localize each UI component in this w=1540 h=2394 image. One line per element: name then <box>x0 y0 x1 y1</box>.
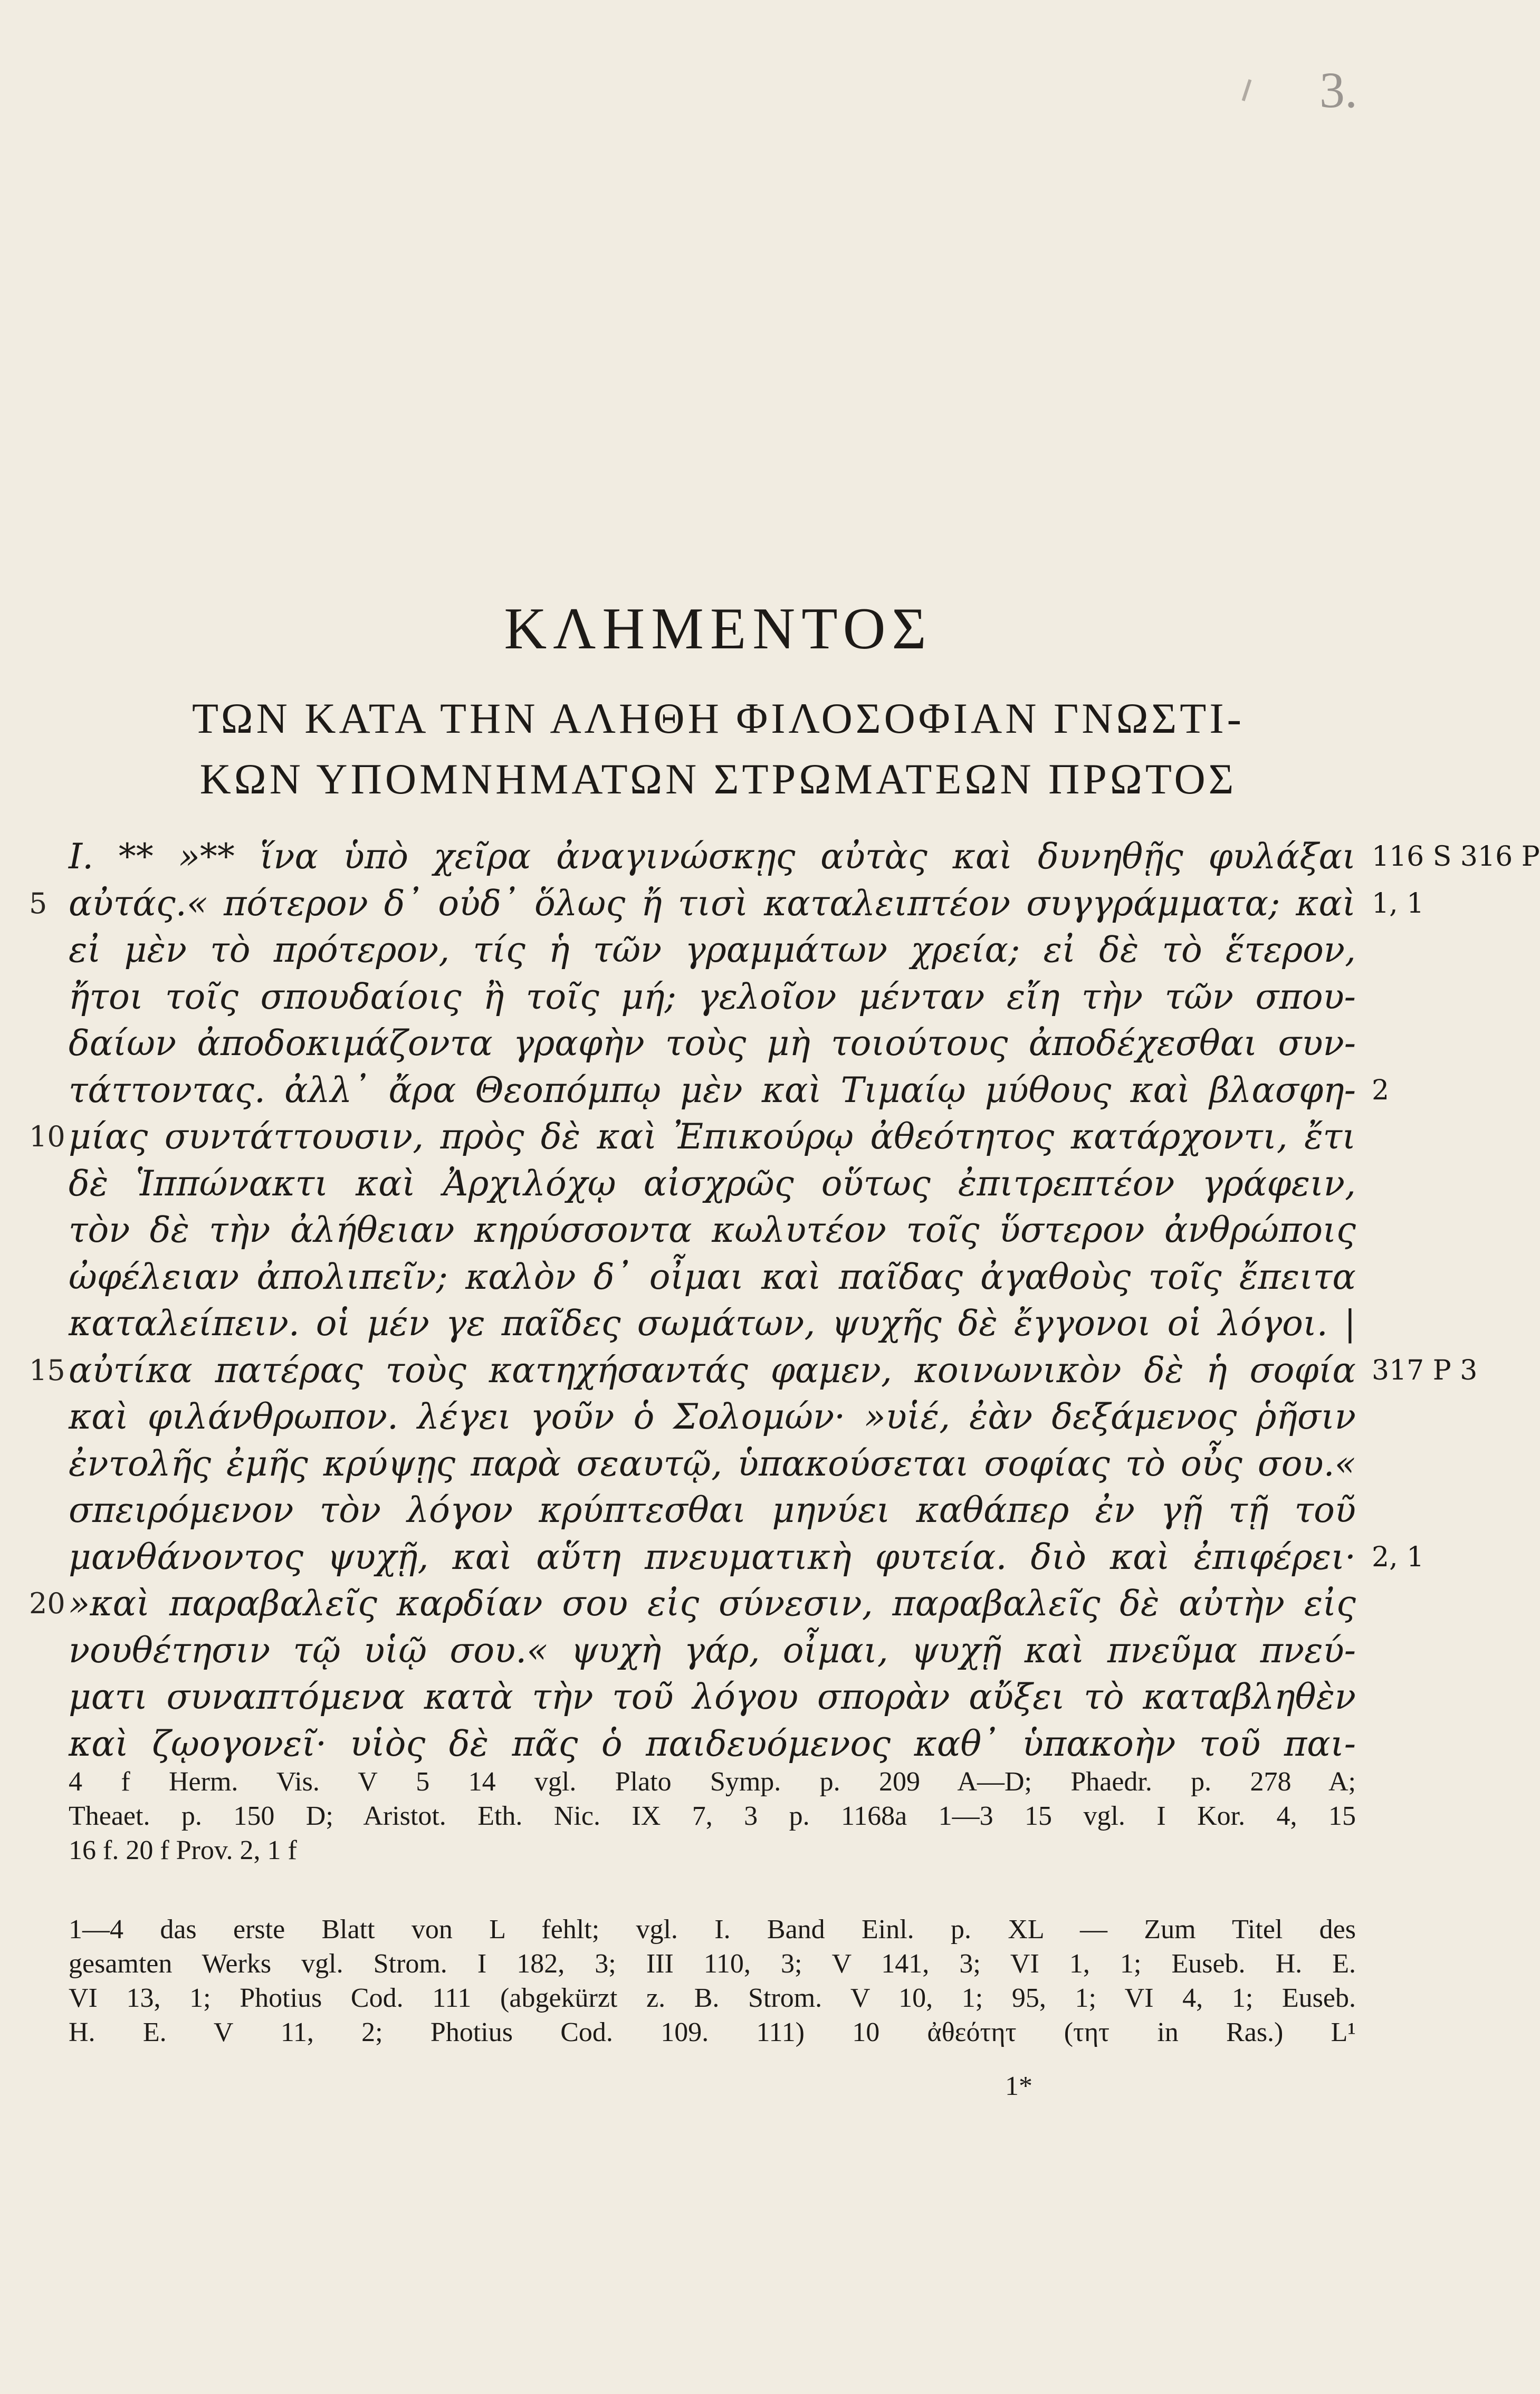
title-author: ΚΛΗΜΕΝΤΟΣ <box>504 596 933 662</box>
margin-reference: 2, 1 <box>1372 1541 1424 1573</box>
text-line <box>69 1161 1356 1208</box>
margin-reference: 317 P 3 <box>1372 1354 1478 1386</box>
note-line: gesamten Werks vgl. Strom. I 182, 3; III 110, 3; V 141, 3; VI 1, 1; Euseb. H. E. <box>69 1949 1356 1979</box>
line-number: 20 <box>29 1587 65 1620</box>
note-line: 4 f Herm. Vis. V 5 14 vgl. Plato Symp. p. 209 A—D; Phaedr. p. 278 A; <box>69 1767 1356 1797</box>
title-line-2: ΚΩΝ ΥΠΟΜΝΗΜΑΤΩΝ ΣΤΡΩΜΑΤΕΩΝ ΠΡΩΤΟΣ <box>199 755 1237 803</box>
line-text: μανθάνοντος ψυχῇ, καὶ αὕτη πνευματικὴ φυτεία. διὸ καὶ ἐπιφέρει· <box>69 1536 1356 1577</box>
line-text: τὸν δὲ τὴν ἀλήθειαν κηρύσσοντα κωλυτέον τοῖς ὕστερον ἀνθρώποις <box>69 1210 1356 1250</box>
line-text: τάττοντας. ἀλλ᾽ ἄρα Θεοπόμπῳ μὲν καὶ Τιμαίῳ μύθους καὶ βλασφη- <box>69 1069 1356 1110</box>
line-text: I. ** »** ἵνα ὑπὸ χεῖρα ἀναγινώσκῃς αὐτὰς καὶ δυνηθῇς φυλάξαι <box>69 836 1356 877</box>
title-line-1: ΤΩΝ ΚΑΤΑ ΤΗΝ ΑΛΗΘΗ ΦΙΛΟΣΟΦΙΑΝ ΓΝΩΣΤΙ- <box>192 694 1245 742</box>
line-text: αὐτάς.« πότερον δ᾽ οὐδ᾽ ὅλως ἤ τισὶ καταλειπτέον συγγράμματα; καὶ <box>69 883 1356 924</box>
text-line <box>69 1300 1356 1347</box>
text-line <box>69 1674 1356 1721</box>
pencil-stroke <box>1242 79 1252 101</box>
sheet-signature: 1* <box>1005 2071 1032 2101</box>
line-text: νουθέτησιν τῷ υἱῷ σου.« ψυχὴ γάρ, οἶμαι, ψυχῇ καὶ πνεῦμα πνεύ- <box>69 1630 1356 1671</box>
note-line: Theaet. p. 150 D; Aristot. Eth. Nic. IX 7, 3 p. 1168a 1—3 15 vgl. I Kor. 4, 15 <box>69 1801 1356 1831</box>
text-line <box>69 1067 1390 1114</box>
text-line <box>69 1487 1356 1534</box>
line-text: »καὶ παραβαλεῖς καρδίαν σου εἰς σύνεσιν, παραβαλεῖς δὲ αὐτὴν εἰς <box>69 1583 1356 1624</box>
line-text: αὐτίκα πατέρας τοὺς κατηχήσαντάς φαμεν, κοινωνικὸν δὲ ἡ σοφία <box>69 1349 1356 1391</box>
main-text <box>29 834 1540 1767</box>
line-number: 15 <box>29 1353 65 1387</box>
line-number: 10 <box>29 1120 65 1153</box>
note-line: VI 13, 1; Photius Cod. 111 (abgekürzt z. B. Strom. V 10, 1; 95, 1; VI 4, 1; Euseb. <box>69 1983 1356 2013</box>
line-text: σπειρόμενον τὸν λόγον κρύπτεσθαι μηνύει καθάπερ ἐν γῇ τῇ τοῦ <box>69 1490 1356 1530</box>
line-text: δὲ Ἱππώνακτι καὶ Ἀρχιλόχῳ αἰσχρῶς οὕτως ἐπιτρεπτέον γράφειν, <box>69 1163 1356 1204</box>
text-line <box>69 1627 1356 1674</box>
note-line: H. E. V 11, 2; Photius Cod. 109. 111) 10 ἀθεότητ (τητ in Ras.) L¹ <box>69 2017 1356 2047</box>
note-line: 16 f. 20 f Prov. 2, 1 f <box>69 1835 297 1865</box>
line-text: καταλείπειν. οἱ μέν γε παῖδες σωμάτων, ψυχῆς δὲ ἔγγονοι οἱ λόγοι. | <box>69 1303 1356 1344</box>
text-line <box>69 1721 1356 1768</box>
text-line <box>69 1207 1356 1254</box>
line-text: ἤτοι τοῖς σπουδαίοις ἢ τοῖς μή; γελοῖον μένταν εἴη τὴν τῶν σπου- <box>69 976 1356 1017</box>
text-line <box>29 1581 1356 1627</box>
line-text: καὶ ζῳογονεῖ· υἱὸς δὲ πᾶς ὁ παιδευόμενος καθ᾽ ὑπακοὴν τοῦ παι- <box>69 1723 1356 1764</box>
text-line <box>69 1534 1424 1581</box>
margin-reference: 2 <box>1372 1074 1390 1106</box>
line-text: ματι συναπτόμενα κατὰ τὴν τοῦ λόγου σπορὰν αὔξει τὸ καταβληθὲν <box>69 1677 1356 1717</box>
margin-reference: 1, 1 <box>1372 887 1424 920</box>
line-text: δαίων ἀποδοκιμάζοντα γραφὴν τοὺς μὴ τοιούτους ἀποδέχεσθαι συν- <box>69 1023 1356 1064</box>
critical-apparatus <box>69 1912 1356 2050</box>
text-line <box>69 1020 1356 1067</box>
line-text: εἰ μὲν τὸ πρότερον, τίς ἡ τῶν γραμμάτων χρεία; εἰ δὲ τὸ ἕτερον, <box>69 930 1356 970</box>
text-line <box>69 927 1356 974</box>
text-line <box>29 1114 1356 1161</box>
text-line <box>69 834 1540 880</box>
testimonia-apparatus <box>69 1765 1356 1868</box>
note-line: 1—4 das erste Blatt von L fehlt; vgl. I. Band Einl. p. XL — Zum Titel des <box>69 1914 1356 1945</box>
line-text: ἐντολῆς ἐμῆς κρύψῃς παρὰ σεαυτῷ, ὑπακούσεται σοφίας τὸ οὖς σου.« <box>69 1443 1356 1484</box>
line-number: 5 <box>29 886 47 920</box>
line-text: μίας συντάττουσιν, πρὸς δὲ καὶ Ἐπικούρῳ ἀθεότητος κατάρχοντι, ἔτι <box>69 1116 1356 1157</box>
text-line <box>29 880 1424 927</box>
line-text: ὠφέλειαν ἀπολιπεῖν; καλὸν δ᾽ οἶμαι καὶ παῖδας ἀγαθοὺς τοῖς ἔπειτα <box>69 1256 1356 1297</box>
text-line <box>29 1347 1478 1394</box>
margin-reference: 116 S 316 P <box>1372 841 1540 873</box>
text-line <box>69 1394 1356 1441</box>
page-number-handwritten: 3. <box>1319 62 1357 118</box>
line-text: καὶ φιλάνθρωπον. λέγει γοῦν ὁ Σολομών· »υἱέ, ἐὰν δεξάμενος ῥῆσιν <box>69 1396 1356 1437</box>
text-line <box>69 974 1356 1021</box>
text-line <box>69 1254 1356 1301</box>
text-line <box>69 1441 1356 1488</box>
